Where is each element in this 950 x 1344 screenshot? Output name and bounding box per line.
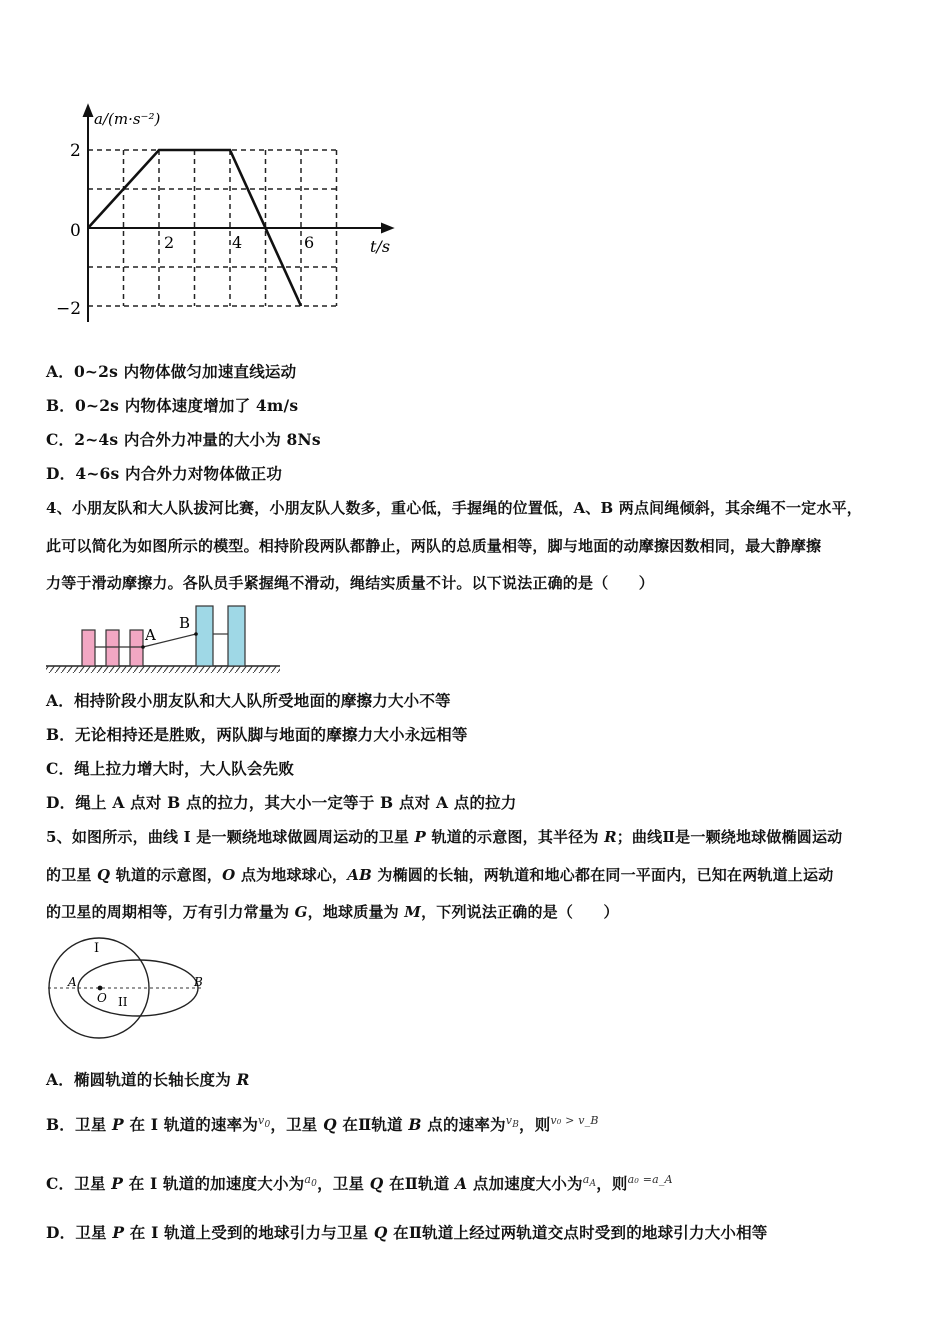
- point-b: [194, 632, 198, 636]
- option-text: 在 I 轨道上受到的地球引力与卫星: [124, 1223, 374, 1242]
- option-text: 椭圆轨道的长轴长度为: [73, 1070, 237, 1089]
- option-label: B．: [46, 396, 76, 415]
- option-text: 在 I 轨道的速率为: [123, 1115, 259, 1134]
- option-text: ，则: [596, 1174, 628, 1193]
- option-text: 绳上 A 点对 B 点的拉力，其大小一定等于 B 点对 A 点的拉力: [75, 793, 517, 812]
- q4-stem-line-3: 力等于滑动摩擦力。各队员手紧握绳不滑动，绳结实质量不计。以下说法正确的是（ ）: [46, 574, 655, 592]
- option-text: 在Ⅱ轨道: [336, 1115, 409, 1134]
- var-o: O: [222, 866, 236, 884]
- q5-stem-line-1: [46, 826, 842, 847]
- y-tick-neg2: −2: [56, 299, 82, 319]
- var-m: M: [404, 903, 422, 921]
- q4-stem-line-2: 此可以简化为如图所示的模型。相持阶段两队都静止，两队的总质量相等，脚与地面的动摩擦因数相同，最大静摩擦: [46, 537, 822, 555]
- option-label: C．: [46, 430, 75, 449]
- var-q: Q: [97, 866, 111, 884]
- option-text: 点的速率为: [421, 1115, 506, 1134]
- option-label: B．: [46, 725, 76, 744]
- option-text: 相持阶段小朋友队和大人队所受地面的摩擦力大小不等: [73, 691, 451, 710]
- option-label: C．: [46, 759, 75, 778]
- y-tick-2: 2: [70, 141, 81, 161]
- label-o: O: [97, 991, 107, 1005]
- var-g: G: [294, 903, 308, 921]
- stem-text: 的卫星的周期相等，万有引力常量为: [46, 903, 295, 921]
- formula-a0: a0: [304, 1172, 318, 1190]
- orbit-figure: [44, 932, 214, 1048]
- option-text: 绳上拉力增大时，大人队会先败: [74, 759, 295, 778]
- graph-axes: [84, 106, 392, 322]
- option-label: A．: [46, 1070, 74, 1089]
- q5-stem-line-3: [46, 901, 619, 922]
- y-axis-label: a/(m·s⁻²): [94, 110, 161, 128]
- child-block-3: [130, 630, 143, 666]
- x-axis-arrow: [382, 224, 392, 232]
- q3-option-b[interactable]: [46, 394, 298, 416]
- q4-option-a[interactable]: [46, 689, 451, 711]
- option-label: D．: [46, 1223, 76, 1242]
- earth-center: [98, 986, 103, 991]
- option-text: ，则: [519, 1115, 551, 1134]
- stem-text: 为椭圆的长轴，两轨道和地心都在同一平面内，已知在两轨道上运动: [371, 866, 834, 884]
- q4-option-b[interactable]: [46, 723, 468, 745]
- option-text: 0~2s 内物体速度增加了 4m/s: [75, 396, 299, 415]
- formula-relation: v₀ > v_B: [550, 1113, 599, 1127]
- option-text: 卫星: [75, 1115, 113, 1134]
- q4-stem-line-1: 4、小朋友队和大人队拔河比赛，小朋友队人数多，重心低，手握绳的位置低，A、B 两点间绳倾斜，其余绳不一定水平，: [46, 499, 862, 517]
- label-i: I: [94, 941, 100, 956]
- stem-text: 点为地球球心，: [235, 866, 348, 884]
- q5-stem-line-2: [46, 864, 833, 885]
- x-axis-label: t/s: [370, 237, 391, 256]
- stem-text: 轨道的示意图，其半径为: [426, 828, 605, 846]
- var-ab: AB: [347, 866, 372, 884]
- label-b: B: [194, 975, 203, 989]
- option-text: 卫星: [75, 1223, 113, 1242]
- option-text: 无论相持还是胜败，两队脚与地面的摩擦力大小永远相等: [75, 725, 468, 744]
- y-tick-0: 0: [70, 221, 81, 241]
- var-q: Q: [323, 1115, 337, 1134]
- q3-option-c[interactable]: [46, 428, 321, 450]
- acceleration-time-graph: [50, 100, 410, 330]
- option-label: D．: [46, 464, 76, 483]
- var-r: R: [236, 1070, 250, 1089]
- option-label: B．: [46, 1115, 76, 1134]
- tug-of-war-figure: [44, 600, 284, 678]
- label-a: A: [68, 975, 77, 989]
- option-label: A．: [46, 691, 74, 710]
- child-block-2: [106, 630, 119, 666]
- stem-text: ，下列说法正确的是（ ）: [421, 903, 619, 921]
- option-text: 点加速度大小为: [467, 1174, 583, 1193]
- option-text: 卫星: [74, 1174, 112, 1193]
- q5-option-a[interactable]: [46, 1068, 250, 1090]
- var-q: Q: [369, 1174, 384, 1193]
- option-label: C．: [46, 1174, 75, 1193]
- adult-block-2: [228, 606, 245, 666]
- q5-option-d[interactable]: [46, 1221, 768, 1243]
- var-p: P: [111, 1174, 124, 1193]
- y-axis-arrow: [84, 106, 92, 116]
- stem-text: ；曲线Ⅱ是一颗绕地球做椭圆运动: [616, 828, 843, 846]
- var-b: B: [408, 1115, 422, 1134]
- var-p: P: [414, 828, 427, 846]
- child-block-1: [82, 630, 95, 666]
- option-text: 2~4s 内合外力冲量的大小为 8Ns: [74, 430, 321, 449]
- option-text: 在Ⅱ轨道上经过两轨道交点时受到的地球引力大小相等: [387, 1223, 768, 1242]
- option-text: ，卫星: [270, 1115, 324, 1134]
- x-tick-2: 2: [164, 233, 175, 252]
- q4-option-c[interactable]: [46, 757, 294, 779]
- option-text: 0~2s 内物体做匀加速直线运动: [73, 362, 297, 381]
- q5-option-c[interactable]: [46, 1172, 673, 1194]
- var-p: P: [112, 1115, 124, 1134]
- var-a: A: [455, 1174, 468, 1193]
- stem-text: 5、如图所示，曲线 I 是一颗绕地球做圆周运动的卫星: [46, 828, 415, 846]
- var-p: P: [112, 1223, 125, 1242]
- q4-option-d[interactable]: [46, 791, 517, 813]
- option-text: ，卫星: [317, 1174, 370, 1193]
- x-tick-6: 6: [304, 233, 315, 252]
- option-text: 在 I 轨道的加速度大小为: [123, 1174, 305, 1193]
- label-a: A: [145, 626, 156, 644]
- q5-option-b[interactable]: [46, 1113, 599, 1135]
- label-b: B: [179, 614, 191, 632]
- formula-relation: a₀ =a_A: [627, 1172, 673, 1186]
- stem-text: 轨道的示意图，: [110, 866, 223, 884]
- x-tick-4: 4: [232, 233, 243, 252]
- adult-block-1: [196, 606, 213, 666]
- stem-text: ，地球质量为: [307, 903, 405, 921]
- ground-hatch: [46, 666, 280, 673]
- formula-vb: vB: [505, 1113, 520, 1131]
- point-a: [141, 645, 145, 649]
- label-ii: II: [118, 995, 128, 1009]
- option-label: D．: [46, 793, 76, 812]
- formula-aa: aA: [582, 1172, 597, 1190]
- q3-option-a[interactable]: [46, 360, 296, 382]
- q3-option-d[interactable]: [46, 462, 282, 484]
- option-text: 在Ⅱ轨道: [383, 1174, 456, 1193]
- option-label: A．: [46, 362, 74, 381]
- option-text: 4~6s 内合外力对物体做正功: [75, 464, 283, 483]
- formula-v0: v0: [258, 1113, 271, 1131]
- stem-text: 的卫星: [46, 866, 98, 884]
- var-q: Q: [373, 1223, 388, 1242]
- var-r: R: [604, 828, 617, 846]
